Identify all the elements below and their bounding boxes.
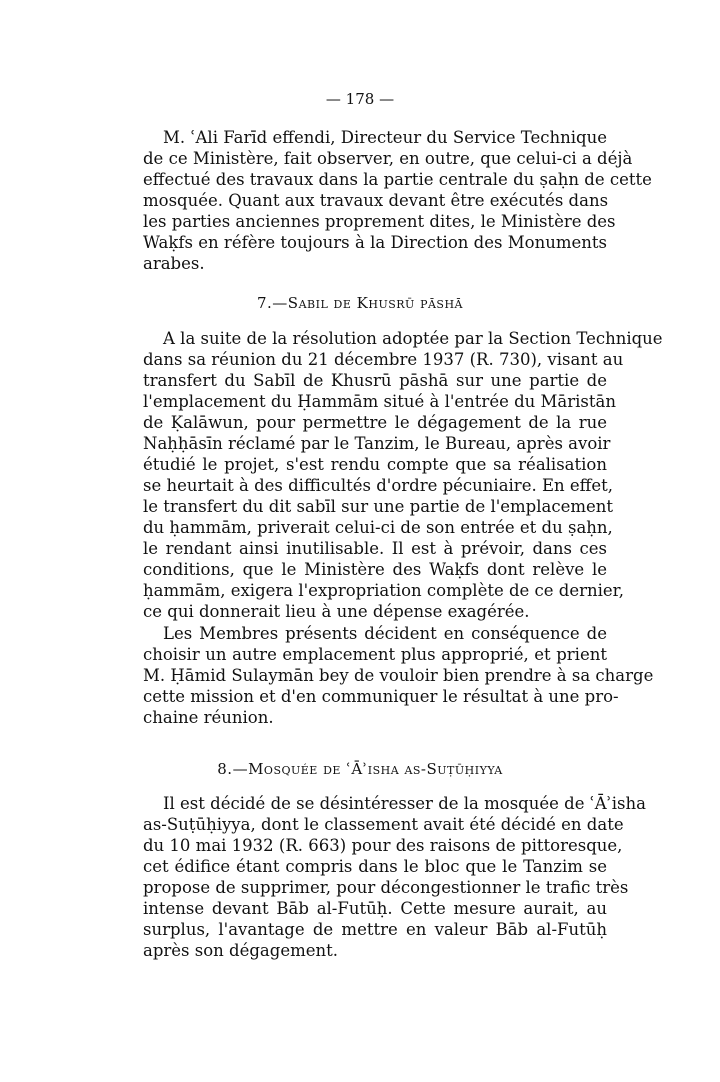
paragraph-line: le transfert du dit sabīl sur une partie de l'emplacement [143, 497, 614, 516]
paragraph-line: surplus, l'avantage de mettre en valeur Bāb al-Futūḥ [143, 920, 607, 939]
paragraph-line: propose de supprimer, pour décongestionner le trafic très [143, 878, 629, 897]
paragraph-line: intense devant Bāb al-Futūḥ. Cette mesure aurait, au [143, 899, 607, 918]
paragraph-line: cette mission et d'en communiquer le résultat à une pro- [143, 687, 619, 706]
paragraph-line: le rendant ainsi inutilisable. Il est à prévoir, dans ces [143, 539, 607, 558]
section-heading: 7.—Sabil de Khusrū pāshā [257, 294, 463, 312]
paragraph-line: étudié le projet, s'est rendu compte que sa réalisation [143, 455, 607, 474]
paragraph-line: ḥammām, exigera l'expropriation complète de ce dernier, [143, 581, 625, 600]
paragraph-line: choisir un autre emplacement plus approprié, et prient [143, 645, 607, 664]
paragraph-line: conditions, que le Ministère des Waḳfs dont relève le [143, 560, 607, 579]
paragraph-line: du 10 mai 1932 (R. 663) pour des raisons de pittoresque, [143, 836, 623, 855]
paragraph-line: Les Membres présents décident en conséquence de [163, 624, 607, 643]
paragraph-line: Waḳfs en réfère toujours à la Direction des Monuments [143, 233, 607, 252]
paragraph-line: les parties anciennes proprement dites, le Ministère des [143, 212, 616, 231]
paragraph-line: M. Ḥāmid Sulaymān bey de vouloir bien prendre à sa charge [143, 666, 654, 685]
paragraph-line: du ḥammām, priverait celui-ci de son entrée et du ṣaḥn, [143, 518, 613, 537]
paragraph-line: Naḥḥāsīn réclamé par le Tanzim, le Bureau, après avoir [143, 434, 611, 453]
paragraph-line: dans sa réunion du 21 décembre 1937 (R. 730), visant au [143, 350, 624, 369]
paragraph-line: mosquée. Quant aux travaux devant être exécutés dans [143, 191, 609, 210]
paragraph-line: l'emplacement du Ḥammām situé à l'entrée du Māristān [143, 392, 616, 411]
section-heading: 8.—Mosquée de ʿĀʾisha as-Suṭūḥiyya [217, 760, 503, 778]
paragraph-line: transfert du Sabīl de Khusrū pāshā sur une partie de [143, 371, 607, 390]
paragraph-line: Il est décidé de se désintéresser de la mosquée de ʿĀʾisha [163, 794, 646, 813]
paragraph-line: M. ʿAli Farīd effendi, Directeur du Service Technique [163, 128, 607, 147]
paragraph-line: as-Suṭūḥiyya, dont le classement avait été décidé en date [143, 815, 624, 834]
paragraph-line: A la suite de la résolution adoptée par la Section Technique [163, 329, 663, 348]
paragraph-line: de ce Ministère, fait observer, en outre, que celui-ci a déjà [143, 149, 633, 168]
paragraph-line: après son dégagement. [143, 941, 339, 960]
page-number: — 178 — [325, 90, 395, 108]
paragraph-line: effectué des travaux dans la partie centrale du ṣaḥn de cette [143, 170, 652, 189]
paragraph-line: cet édifice étant compris dans le bloc que le Tanzim se [143, 857, 607, 876]
paragraph-line: ce qui donnerait lieu à une dépense exagérée. [143, 602, 530, 621]
paragraph-line: chaine réunion. [143, 708, 274, 727]
paragraph-line: de Ḳalāwun, pour permettre le dégagement de la rue [143, 413, 607, 432]
paragraph-line: arabes. [143, 254, 205, 273]
paragraph-line: se heurtait à des difficultés d'ordre pécuniaire. En effet, [143, 476, 613, 495]
